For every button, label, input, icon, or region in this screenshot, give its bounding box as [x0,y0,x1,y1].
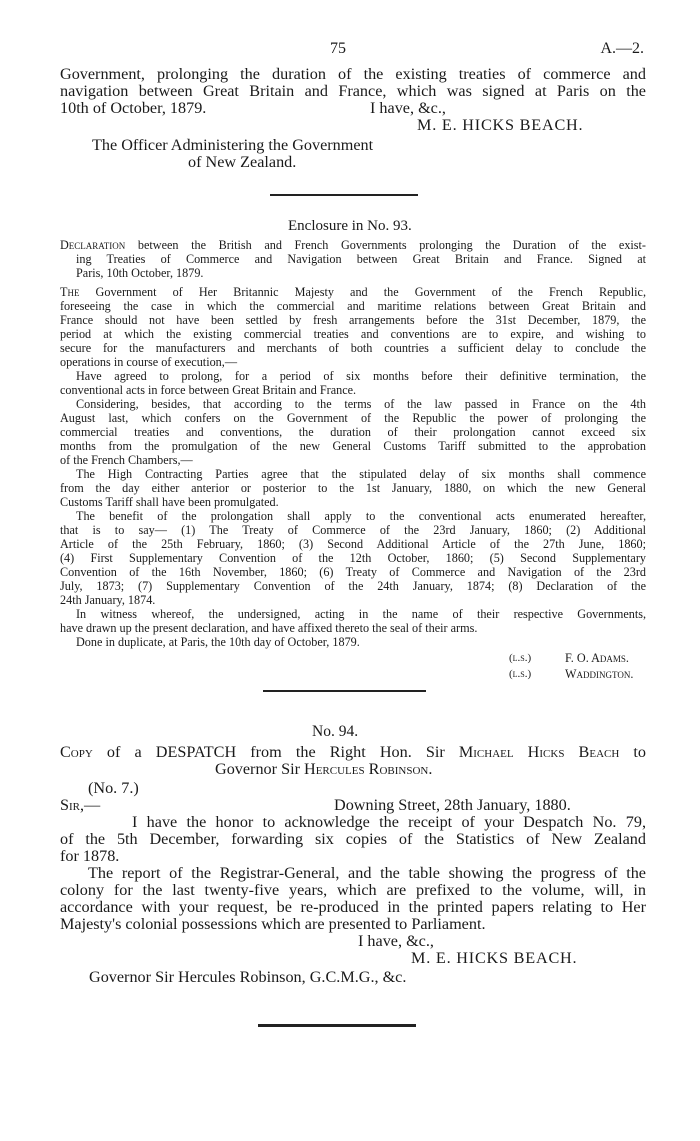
title-governor: Governor Sir [215,760,305,778]
parties-line-3: Customs Tariff shall have been promulgated. [60,495,279,509]
letter93-line-2: navigation between Great Britain and France, which was signed at Paris on the [60,82,646,100]
declaration-lead-word: Declaration [60,238,126,252]
title-to: to [619,743,646,761]
place-date: Downing Street, 28th January, 1880. [334,796,571,814]
agreement-line-1: Have agreed to prolong, for a period of six months before their definitive termination, the [76,369,646,383]
letter93-closing: I have, &c., [370,99,446,117]
considering-line-3: commercial treaties and conventions, the duration of their prolongation cannot exceed six [60,425,646,439]
letter94-signature: M. E. HICKS BEACH. [411,949,578,967]
preamble-line-6: operations in course of execution,— [60,355,238,369]
letter94-title-line-2 [215,761,432,778]
title-sender-name: Michael Hicks Beach [458,743,620,761]
agreement-line-2: conventional acts in force between Great Britain and France. [60,383,357,397]
enclosure-title: Enclosure in No. 93. [288,218,412,234]
letter94-p2-line-1: The report of the Registrar-General, and the table showing the progress of the [88,864,646,882]
preamble-line-5: secure for the manufacturers and merchants of both countries a sufficient delay to conclude the [60,341,646,355]
page-number: 75 [330,40,346,57]
signer-1: F. O. Adams. [565,651,629,665]
benefit-line-1: The benefit of the prolongation shall apply to the conventional acts enumerated hereafter, [76,509,646,523]
preamble-text: Government of Her Britannic Majesty and the Government of the French Republic, [79,285,646,299]
letter94-p2-line-3: accordance with your request, be re-produced in the printed papers relating to Her [60,898,646,916]
witness-line-1: In witness whereof, the undersigned, acting in the name of their respective Governments, [76,607,646,621]
declaration-line-2: ing Treaties of Commerce and Navigation between Great Britain and France. Signed at [76,252,646,266]
signer-2: Waddington. [565,667,634,681]
preamble-line-4: period at which the existing commercial treaties and conventions are to expire, and wishing to [60,327,646,341]
letter94-p1-line-1: I have the honor to acknowledge the receipt of your Despatch No. 79, [132,813,646,831]
letter94-p2-line-4: Majesty's colonial possessions which are presented to Parliament. [60,915,486,933]
benefit-line-6: July, 1873; (7) Supplementary Convention of the 24th January, 1874; (8) Declaration of the [60,579,646,593]
considering-line-2: August last, which confers on the Government of the Republic the power of prolonging the [60,411,646,425]
title-period: . [428,760,433,778]
letter93-date: 10th of October, 1879. [60,99,207,117]
page-reference: A.—2. [600,40,644,57]
letter94-p1-line-3: for 1878. [60,847,120,865]
letter94-addressee: Governor Sir Hercules Robinson, G.C.M.G., &c. [89,968,407,986]
considering-line-5: of the French Chambers,— [60,453,193,467]
letter93-signature: M. E. HICKS BEACH. [417,116,584,134]
considering-line-4: months from the promulgation of the new General Customs Tariff submitted to the approbation [60,439,646,453]
dispatch-number: (No. 7.) [88,779,139,797]
benefit-line-3: Article of the 25th February, 1860; (3) Second Additional Article of the 27th June, 1860; [60,537,646,551]
benefit-line-7: 24th January, 1874. [60,593,156,607]
preamble-line-2: foreseeing the case in which the commercial and maritime relations between Great Britain and [60,299,646,313]
title-copy-word: Copy [60,743,93,761]
preamble-line-3: France should not have been settled by fresh arrangements before the 31st December, 1879, the [60,313,646,327]
preamble-line-1 [60,285,646,299]
letter93-addressee-2: of New Zealand. [188,153,297,171]
parties-line-2: from the day either anterior or posterior to the 1st January, 1880, on which the new General [60,481,646,495]
letter94-number: No. 94. [312,723,359,740]
parties-line-1: The High Contracting Parties agree that the stipulated delay of six months shall commence [76,467,646,481]
benefit-line-2: that is to say— (1) The Treaty of Commerce of the 23rd January, 1860; (2) Additional [60,523,646,537]
benefit-line-4: (4) First Supplementary Convention of the 12th October, 1860; (5) Second Supplementary [60,551,646,565]
letter93-addressee-1: The Officer Administering the Government [92,136,374,154]
witness-line-2: have drawn up the present declaration, and have affixed thereto the seal of their arms. [60,621,478,635]
title-recipient-name: Hercules Robinson [304,760,429,778]
letter94-p1-line-2: of the 5th December, forwarding six copies of the Statistics of New Zealand [60,830,646,848]
letter94-p2-line-2: colony for the last twenty-five years, which are prefixed to the volume, will, in [60,881,646,899]
benefit-line-5: Convention of the 16th November, 1860; (6) Treaty of Commerce and Navigation of the 23rd [60,565,646,579]
preamble-lead-word: The [60,285,80,299]
letter93-line-1: Government, prolonging the duration of the existing treaties of commerce and [60,65,646,83]
declaration-line-3: Paris, 10th October, 1879. [76,266,204,280]
enclosure-end-rule [263,690,426,692]
declaration-line-1 [60,238,646,252]
considering-line-1: Considering, besides, that according to the terms of the law passed in France on the 4th [76,397,646,411]
title-text: of a DESPATCH from the Right Hon. Sir [92,743,459,761]
declaration-text: between the British and French Governments prolonging the Duration of the exist- [125,238,646,252]
letter94-title-line-1 [60,744,646,761]
letter94-closing: I have, &c., [358,932,434,950]
section-divider [270,194,418,196]
done-line: Done in duplicate, at Paris, the 10th day of October, 1879. [76,635,360,649]
seal-1: (l.s.) [509,652,532,664]
seal-2: (l.s.) [509,668,532,680]
page-end-rule [258,1024,416,1027]
salutation: Sir,— [60,796,101,814]
